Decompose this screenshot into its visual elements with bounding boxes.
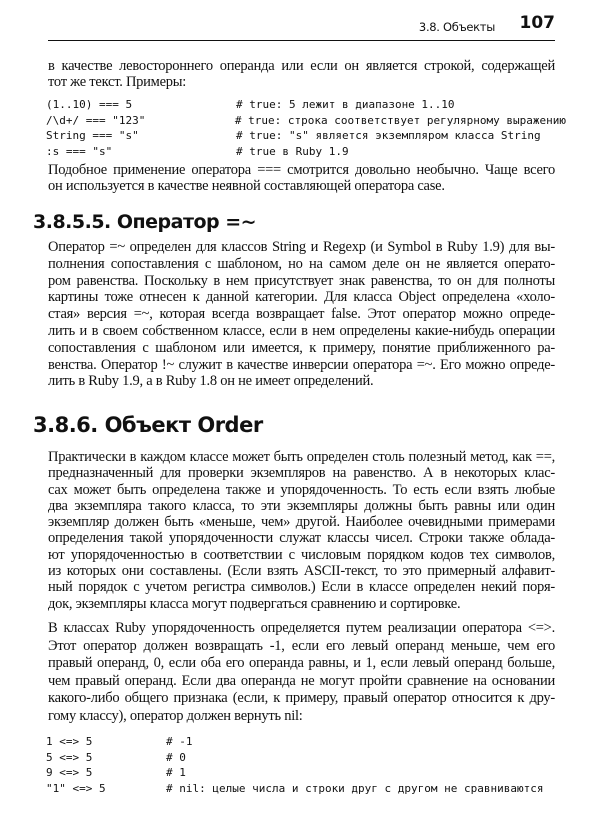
text-line: В классах Ruby упорядоченность определяется путем реализации оператора <=>. — [48, 620, 555, 636]
text-line: экземпляр должен быть «меньше, чем» другой. Наиболее очевидными примерами — [48, 514, 555, 531]
code-line — [46, 97, 566, 113]
text-line: из которых они составлены. (Если взять ASCII-текст, то это примерный алфавит- — [48, 563, 555, 580]
code-block-spaceship — [46, 734, 566, 796]
code-comment: # 1 — [166, 766, 186, 779]
code-expression: 9 <=> 5 — [46, 766, 93, 779]
text-line: Подобное применение оператора === смотрится довольно необычно. Чаще всего — [48, 162, 555, 178]
text-line: сах может быть определена также и упорядоченность. То есть если взять любые — [48, 481, 555, 498]
code-expression: (1..10) === 5 — [46, 98, 133, 111]
text-line: в качестве левостороннего операнда или если он является строкой, содержащей — [48, 58, 555, 74]
text-line: чем правый операнд. Если два операнда не могут пройти сравнение на основании — [48, 672, 555, 689]
running-header — [48, 14, 555, 41]
code-line — [46, 113, 566, 129]
code-comment: # -1 — [166, 735, 193, 748]
text-line: Оператор =~ определен для классов String и Regexp (и Symbol в Ruby 1.9) для вы- — [48, 239, 555, 255]
paragraph-order-intro — [48, 449, 555, 612]
text-line: полнения сопоставления с шаблоном, но на самом деле он не является операто- — [48, 255, 555, 272]
code-line — [46, 144, 566, 160]
text-line: ный порядок с учетом регистра символов.) Если в классе определен некий поря- — [48, 579, 555, 596]
paragraph-match-operator — [48, 239, 555, 390]
code-expression: :s === "s" — [46, 144, 113, 158]
text-line: лить и в своем собственном классе, если в нем определены какие-нибудь операции — [48, 322, 555, 339]
text-line: Этот оператор должен возвращать -1, если его левый операнд меньше, чем его — [48, 637, 555, 654]
code-line — [46, 128, 566, 144]
code-comment: # nil: целые числа и строки друг с другом не сравниваются — [166, 781, 544, 795]
code-comment: # 0 — [166, 750, 186, 764]
code-expression: 1 <=> 5 — [46, 735, 93, 748]
text-line: ром равенства. Поскольку в нем присутствует знак равенства, то он для полноты — [48, 272, 555, 289]
text-line: какого-либо общего признака (если, к примеру, правый оператор относится к дру- — [48, 690, 555, 706]
paragraph-intro — [48, 58, 555, 90]
code-expression: String === "s" — [46, 129, 139, 142]
page-number: 107 — [519, 13, 555, 33]
code-line — [46, 750, 566, 766]
code-line — [46, 734, 566, 750]
text-line: стая» версия =~, которая всегда возвращает false. Этот оператор можно опреде- — [48, 306, 555, 323]
code-comment: # true в Ruby 1.9 — [236, 144, 349, 158]
code-expression: "1" <=> 5 — [46, 781, 106, 795]
text-line: ют упорядоченностью в соответствии с числовым порядком кодов тех символов, — [48, 546, 555, 563]
section-heading-order: 3.8.6. Объект Order — [33, 413, 263, 437]
text-line: венства. Оператор !~ служит в качестве инверсии оператора =~. Его можно опреде- — [48, 356, 555, 373]
code-line — [46, 765, 566, 781]
text-line: гому классу), оператор должен вернуть nil: — [48, 707, 303, 724]
text-line: два экземпляра такого класса, то эти экземпляры должны быть равны или один — [48, 497, 555, 514]
text-line: он используется в качестве неявной составляющей оператора case. — [48, 178, 445, 194]
code-comment: # true: 5 лежит в диапазоне 1..10 — [236, 98, 455, 111]
code-line — [46, 781, 566, 797]
text-line: картины тоже отнесен к данной категории. Для класса Object определена «холо- — [48, 289, 555, 306]
text-line: Практически в каждом классе может быть определен столь полезный метод, как ==, — [48, 449, 555, 465]
text-line: док, экземпляры класса могут подвергаться сравнению и сортировке. — [48, 595, 461, 612]
code-comment: # true: строка соответствует регулярному выражению — [234, 113, 566, 127]
section-heading-match-operator: 3.8.5.5. Оператор =~ — [33, 211, 257, 233]
text-line: сопоставления с шаблоном или имеется, к примеру, понятие приближенного ра- — [48, 339, 555, 356]
paragraph-spaceship-operator — [48, 620, 555, 725]
text-line: предназначенный для проверки экземпляров на равенство. А в некоторых клас- — [48, 465, 555, 482]
code-comment: # true: "s" является экземпляром класса String — [236, 129, 541, 142]
header-section-title: 3.8. Объекты — [418, 20, 495, 34]
code-expression: 5 <=> 5 — [46, 750, 93, 764]
text-line: тот же текст. Примеры: — [48, 74, 187, 90]
code-expression: /\d+/ === "123" — [46, 113, 146, 127]
text-line: определения такой упорядоченности служат классы чисел. Строки также облада- — [48, 530, 555, 547]
text-line: правый операнд, 0, если оба его операнда равны, и 1, если левый операнд больше, — [48, 655, 555, 671]
paragraph-case-usage — [48, 162, 555, 194]
code-block-case-equality — [46, 97, 566, 159]
text-line: лить в Ruby 1.9, а в Ruby 1.8 он не имеет определений. — [48, 373, 374, 390]
